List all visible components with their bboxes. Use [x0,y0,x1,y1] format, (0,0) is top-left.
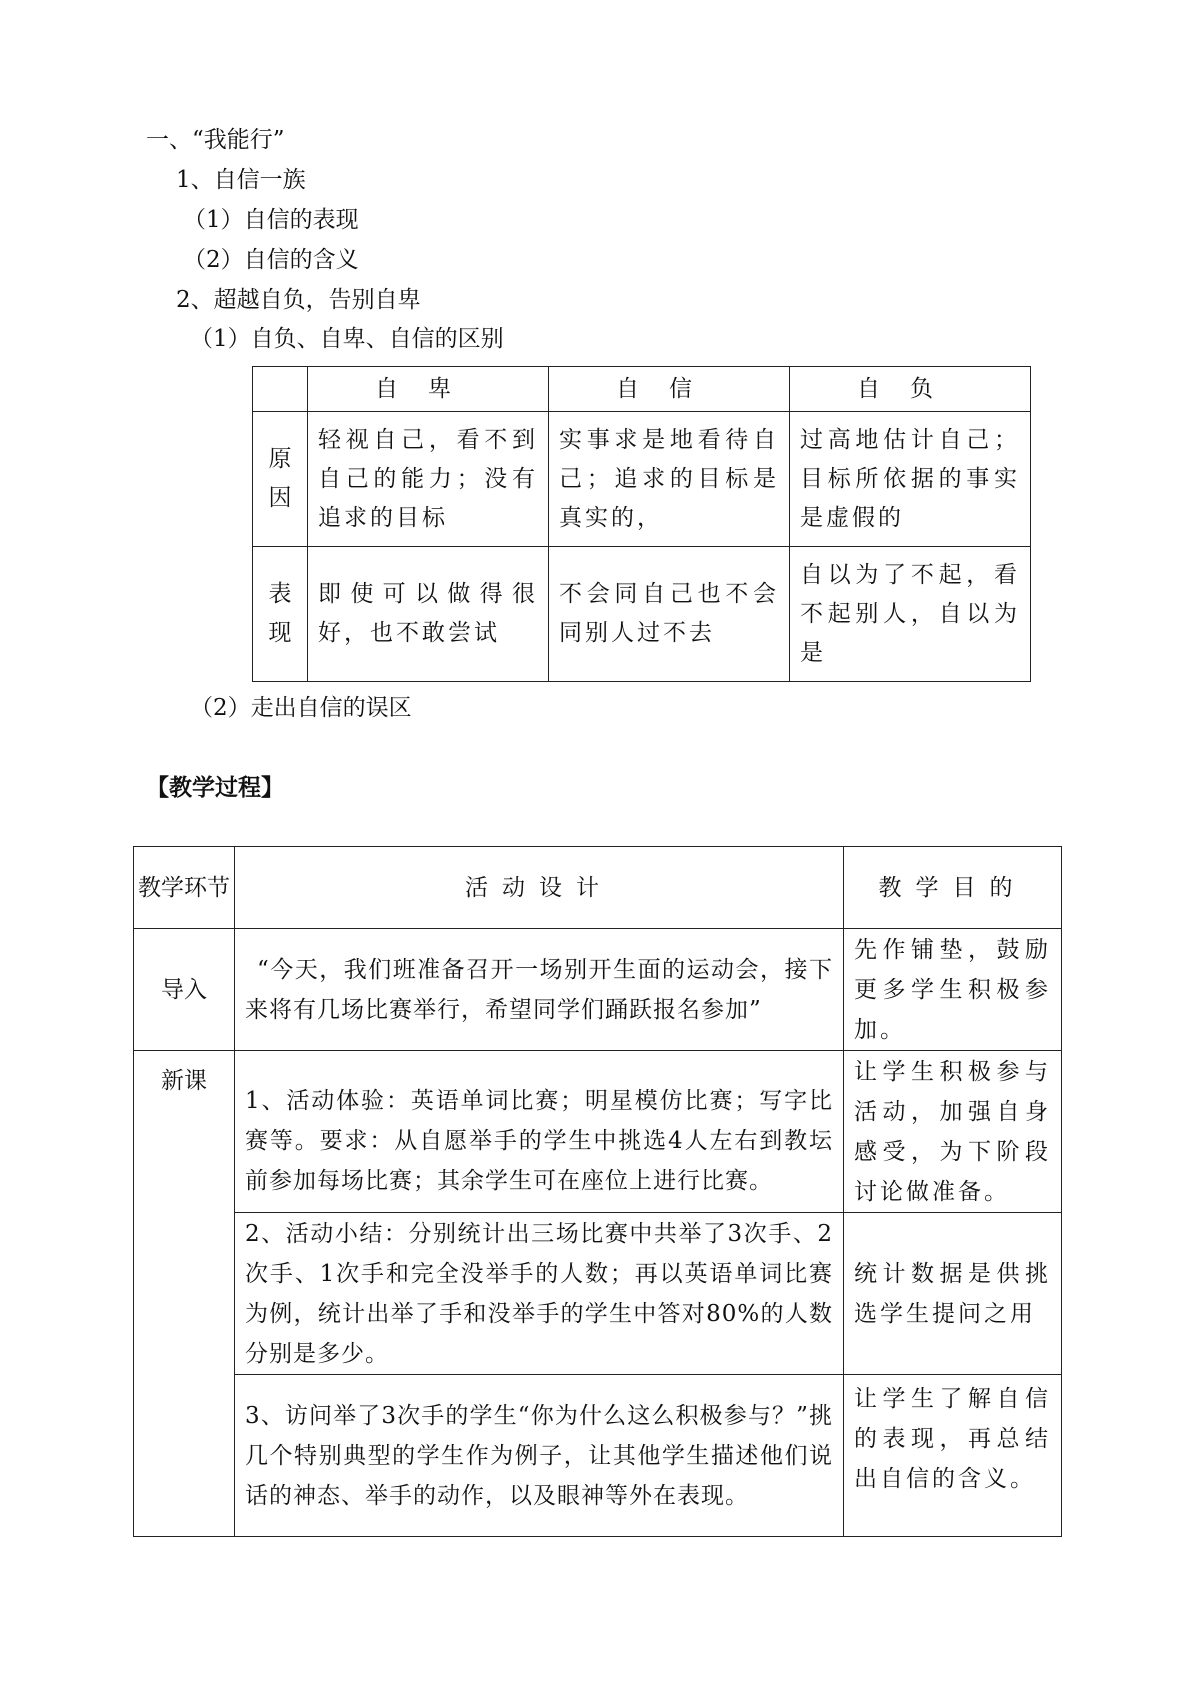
comparison-table [252,366,1031,682]
process-row-new-2 [134,1213,1062,1375]
process-goal-new-2: 统计数据是供挑选学生提问之用 [844,1213,1062,1375]
outline-item-2: 2、超越自负，告别自卑 [176,287,421,313]
row-label-cause [253,412,308,547]
process-stage-intro: 导入 [134,929,235,1051]
process-header-row [134,847,1062,929]
comparison-header-row [253,367,1031,412]
process-activity-new-3: 3、访问举了3次手的学生“你为什么这么积极参与？”挑几个特别典型的学生作为例子，让其他学生描述他们说话的神态、举手的动作，以及眼神等外在表现。 [235,1375,844,1537]
outline-subitem-4: （2）走出自信的误区 [190,695,412,721]
comparison-header-empty [253,367,308,412]
row-label-behavior-bottom: 现 [268,620,292,646]
row-label-behavior [253,547,308,682]
process-row-intro [134,929,1062,1051]
outline-item-1: 1、自信一族 [176,167,306,193]
table-cell: 轻视自己，看不到自己的能力；没有追求的目标 [308,412,549,547]
comparison-row-cause [253,412,1031,547]
table-cell: 过高地估计自己；目标所依据的事实是虚假的 [790,412,1031,547]
comparison-header-arrogance: 自负 [790,367,1031,412]
process-goal-new-1: 让学生积极参与活动，加强自身感受，为下阶段讨论做准备。 [844,1051,1062,1213]
table-cell: 自以为了不起，看不起别人，自以为是 [790,547,1031,682]
table-cell: 不会同自己也不会同别人过不去 [549,547,790,682]
row-label-cause-top: 原 [268,446,292,472]
teaching-process-table [133,846,1062,1537]
table-cell: 实事求是地看待自己；追求的目标是真实的， [549,412,790,547]
process-row-new-1 [134,1051,1062,1213]
process-activity-new-1: 1、活动体验：英语单词比赛；明星模仿比赛；写字比赛等。要求：从自愿举手的学生中挑选4人左右到教坛前参加每场比赛；其余学生可在座位上进行比赛。 [235,1051,844,1213]
process-header-goal: 教学目的 [844,847,1062,929]
process-stage-new-lesson: 新课 [134,1051,235,1537]
outline-heading-1: 一、“我能行” [146,127,285,153]
outline-subitem-1: （1）自信的表现 [183,207,359,233]
process-header-activity: 活动设计 [235,847,844,929]
comparison-header-inferiority: 自卑 [308,367,549,412]
process-goal-intro: 先作铺垫，鼓励更多学生积极参加。 [844,929,1062,1051]
comparison-header-confidence: 自信 [549,367,790,412]
process-row-new-3 [134,1375,1062,1537]
process-header-stage: 教学环节 [134,847,235,929]
outline-subitem-3: （1）自负、自卑、自信的区别 [190,326,504,352]
process-activity-new-2: 2、活动小结：分别统计出三场比赛中共举了3次手、2次手、1次手和完全没举手的人数；再以英语单词比赛为例，统计出举了手和没举手的学生中答对80%的人数分别是多少。 [235,1213,844,1375]
comparison-row-behavior [253,547,1031,682]
row-label-cause-bottom: 因 [268,485,292,511]
process-goal-new-3: 让学生了解自信的表现，再总结出自信的含义。 [844,1375,1062,1537]
table-cell: 即使可以做得很好，也不敢尝试 [308,547,549,682]
section-title: 【教学过程】 [146,774,284,801]
process-activity-intro: “今天，我们班准备召开一场别开生面的运动会，接下来将有几场比赛举行，希望同学们踊跃报名参加” [235,929,844,1051]
outline-subitem-2: （2）自信的含义 [183,247,359,273]
row-label-behavior-top: 表 [268,581,292,607]
